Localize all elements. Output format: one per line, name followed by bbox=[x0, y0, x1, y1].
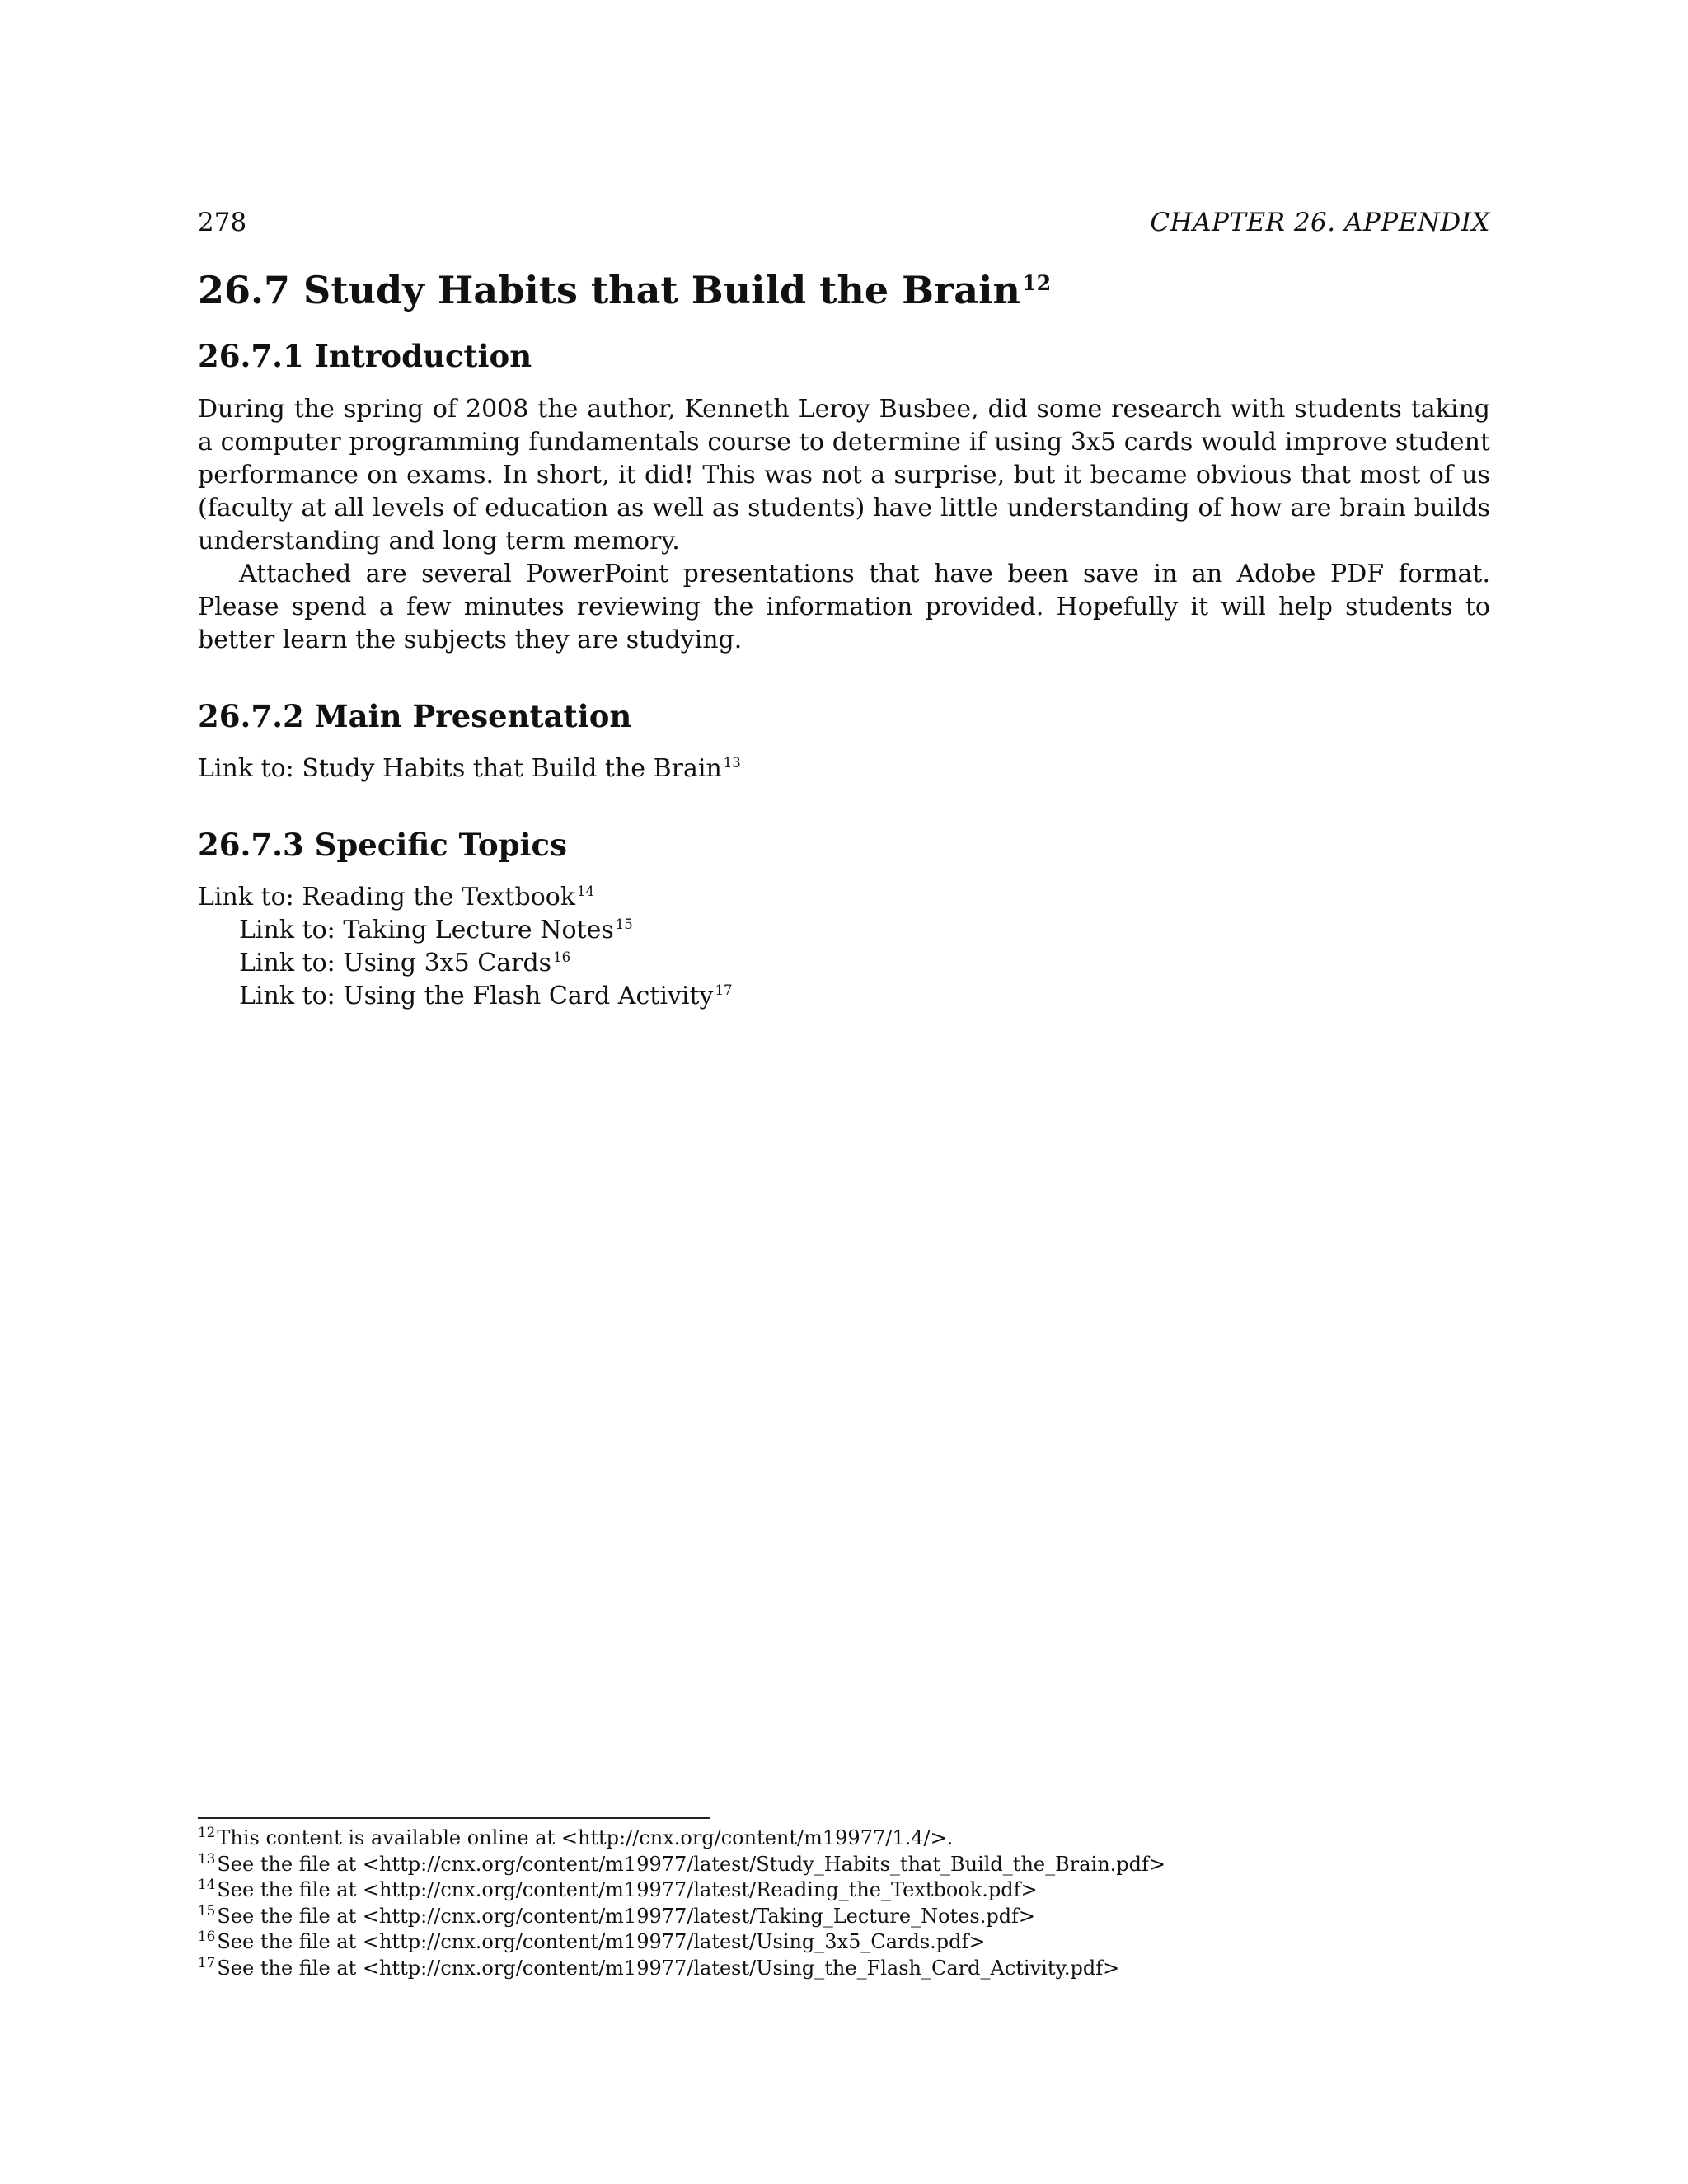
footnote-number: 17 bbox=[198, 1953, 216, 1971]
footnote-ref[interactable]: 12 bbox=[1021, 269, 1052, 295]
footnote-text[interactable]: This content is available online at <http://cnx.org/content/m19977/1.4/>. bbox=[217, 1826, 954, 1849]
running-head: CHAPTER 26. APPENDIX bbox=[1150, 208, 1490, 237]
intro-paragraph-2: Attached are several PowerPoint presentations that have been save in an Adobe PDF format. Please spend a few minutes reviewing the information provided. Hopefully it will help students to better learn the subjects they are studying. bbox=[198, 559, 1490, 654]
footnote-text[interactable]: See the file at <http://cnx.org/content/m19977/latest/Using_the_Flash_Card_Activity.pdf> bbox=[217, 1956, 1120, 1980]
footnote-number: 13 bbox=[198, 1849, 216, 1867]
main-presentation-heading: 26.7.2 Main Presentation bbox=[198, 697, 632, 734]
footnote-13 bbox=[198, 1849, 1490, 1878]
topic-link-line bbox=[198, 980, 1490, 1013]
main-presentation-section bbox=[198, 698, 1490, 785]
link-prefix: Link to: bbox=[198, 753, 302, 783]
topic-link-line bbox=[198, 914, 1490, 947]
footnote-ref[interactable]: 15 bbox=[615, 916, 633, 933]
specific-topics-heading: 26.7.3 Specific Topics bbox=[198, 826, 567, 863]
footnote-ref[interactable]: 17 bbox=[715, 982, 733, 999]
link-prefix: Link to: bbox=[239, 982, 344, 1011]
footnote-text[interactable]: See the file at <http://cnx.org/content/m19977/latest/Study_Habits_that_Build_the_Brain.pdf> bbox=[217, 1852, 1165, 1876]
footnote-number: 12 bbox=[198, 1824, 216, 1840]
footnote-17 bbox=[198, 1953, 1490, 1982]
link-prefix: Link to: bbox=[239, 949, 344, 978]
section-title-text: 26.7 Study Habits that Build the Brain bbox=[198, 268, 1020, 312]
page-number: 278 bbox=[198, 208, 247, 237]
main-presentation-link-line bbox=[198, 752, 1490, 785]
section-title bbox=[198, 268, 1490, 313]
page-content bbox=[198, 268, 1490, 1013]
footnotes bbox=[198, 1817, 1490, 1981]
footnote-text[interactable]: See the file at <http://cnx.org/content/m19977/latest/Using_3x5_Cards.pdf> bbox=[217, 1930, 986, 1953]
link-flash-card-activity[interactable]: Using the Flash Card Activity bbox=[343, 982, 714, 1011]
footnote-ref[interactable]: 16 bbox=[553, 949, 571, 966]
footnote-text[interactable]: See the file at <http://cnx.org/content/m19977/latest/Taking_Lecture_Notes.pdf> bbox=[217, 1904, 1036, 1928]
footnote-rule bbox=[198, 1817, 710, 1819]
link-prefix: Link to: bbox=[239, 916, 344, 945]
link-prefix: Link to: bbox=[198, 883, 302, 912]
footnote-text[interactable]: See the file at <http://cnx.org/content/m19977/latest/Reading_the_Textbook.pdf> bbox=[217, 1878, 1038, 1901]
footnote-number: 15 bbox=[198, 1901, 216, 1919]
footnote-12 bbox=[198, 1825, 1490, 1852]
footnote-14 bbox=[198, 1877, 1490, 1904]
footnote-ref[interactable]: 14 bbox=[577, 883, 594, 900]
topic-link-line bbox=[198, 947, 1490, 980]
link-study-habits[interactable]: Study Habits that Build the Brain bbox=[302, 753, 722, 783]
footnote-ref[interactable]: 13 bbox=[723, 754, 741, 771]
footnote-number: 14 bbox=[198, 1876, 216, 1892]
specific-topics-section bbox=[198, 827, 1490, 1013]
topic-link-line bbox=[198, 881, 1490, 914]
link-reading-textbook[interactable]: Reading the Textbook bbox=[302, 883, 575, 912]
footnote-15 bbox=[198, 1901, 1490, 1930]
page-header bbox=[198, 208, 1490, 241]
footnote-16 bbox=[198, 1929, 1490, 1956]
footnote-number: 16 bbox=[198, 1928, 216, 1944]
intro-heading: 26.7.1 Introduction bbox=[198, 338, 532, 375]
intro-paragraph-1: During the spring of 2008 the author, Kenneth Leroy Busbee, did some research with students taking a computer programming fundamentals course to determine if using 3x5 cards would improve student performance on exams. In short, it did! This was not a surprise, but it became obvious that most of us (faculty at all levels of education as well as students) have little understanding of how are brain builds understanding and long term memory. bbox=[198, 394, 1490, 555]
link-taking-lecture-notes[interactable]: Taking Lecture Notes bbox=[343, 916, 614, 945]
link-using-3x5-cards[interactable]: Using 3x5 Cards bbox=[343, 949, 552, 978]
